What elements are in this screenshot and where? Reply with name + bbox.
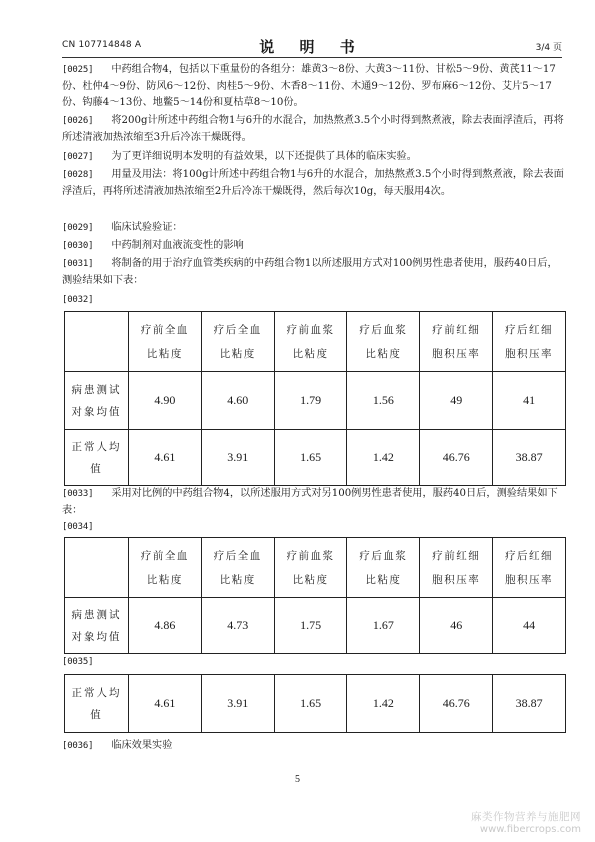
table-cell: 46: [420, 598, 493, 654]
table-cell: 46.76: [420, 430, 493, 486]
table-header-cell: 疗后红细 胞积压率: [493, 538, 566, 598]
table-corner-cell: [65, 538, 129, 598]
table-header-cell: 疗后血浆 比粘度: [347, 538, 420, 598]
row-label-normal: 正常人均 值: [65, 675, 129, 733]
table-header-row: [65, 312, 566, 372]
table-header-cell: 疗后血浆 比粘度: [347, 312, 420, 372]
paragraph-number: [0033]: [62, 489, 94, 499]
paragraph-number: [0025]: [62, 65, 94, 75]
table-cell: 1.56: [347, 372, 420, 430]
paragraph-0034: [62, 519, 566, 536]
paragraph-0036: [62, 738, 566, 755]
table-cell: 41: [493, 372, 566, 430]
paragraph-text: 临床效果实验: [111, 740, 173, 751]
header-rule: [62, 57, 562, 58]
paragraph-number: [0029]: [62, 223, 94, 233]
paragraph-number: [0031]: [62, 259, 94, 269]
table-header-cell: 疗后全血 比粘度: [201, 312, 274, 372]
paragraph-0033: [62, 486, 566, 519]
table-header-cell: 疗前红细 胞积压率: [420, 312, 493, 372]
paragraph-number: [0026]: [62, 116, 94, 126]
paragraph-number: [0036]: [62, 741, 94, 751]
page-header: [62, 36, 562, 56]
table-cell: 1.42: [347, 675, 420, 733]
table-header-cell: 疗后全血 比粘度: [201, 538, 274, 598]
page-number: 5: [295, 774, 300, 785]
result-table-1: [64, 311, 566, 486]
result-table-2: [64, 537, 566, 654]
table-row: [65, 675, 566, 733]
table-cell: 38.87: [493, 430, 566, 486]
paragraph-text: 中药组合物4，包括以下重量份的各组分：雄黄3～8份、大黄3～11份、甘松5～9份、黄芪11～17份、杜仲4～9份、防风6～12份、肉桂5～9份、木香8～11份、木通9～12份、罗布麻6～12份、艾片5～17份、钩藤4～13份、地鳖5～14份和夏枯草8～10份。: [62, 64, 556, 108]
table-cell: 49: [420, 372, 493, 430]
table-cell: 3.91: [201, 430, 274, 486]
table-cell: 4.73: [201, 598, 274, 654]
paragraph-text: 中药制剂对血液流变性的影响: [111, 240, 244, 251]
page-info: 3/4 页: [535, 43, 562, 53]
row-label-normal: 正常人均 值: [65, 430, 129, 486]
table-cell: 38.87: [493, 675, 566, 733]
table-cell: 1.79: [274, 372, 347, 430]
table-cell: 4.60: [201, 372, 274, 430]
paragraph-text: 用量及用法：将100g计所述中药组合物1与6升的水混合，加热熬煮3.5个小时得到熬煮液，除去表面浮渣后，再将所述清液加热浓缩至2升后冷冻干燥既得，然后每次10g，每天服用4次。: [62, 169, 564, 197]
paragraph-0032: [62, 292, 566, 309]
table-cell: 4.86: [129, 598, 202, 654]
table-cell: 4.90: [129, 372, 202, 430]
table-cell: 1.75: [274, 598, 347, 654]
paragraph-0031: [62, 256, 566, 289]
table-cell: 1.67: [347, 598, 420, 654]
paragraph-text: 临床试验验证：: [111, 222, 183, 233]
table-header-cell: 疗前血浆 比粘度: [274, 312, 347, 372]
table-corner-cell: [65, 312, 129, 372]
table-header-cell: 疗前全血 比粘度: [129, 312, 202, 372]
table-cell: 3.91: [201, 675, 274, 733]
table-header-cell: 疗前红细 胞积压率: [420, 538, 493, 598]
table-cell: 1.65: [274, 430, 347, 486]
table-cell: 46.76: [420, 675, 493, 733]
table-header-row: [65, 538, 566, 598]
paragraph-0025: [62, 62, 566, 112]
table-cell: 1.65: [274, 675, 347, 733]
paragraph-number: [0028]: [62, 170, 94, 180]
watermark-site-name: 麻类作物营养与施肥网: [471, 811, 581, 823]
document-title: 说 明 书: [259, 38, 365, 56]
watermark-url: www.fibercrops.com: [479, 824, 581, 835]
paragraph-number: [0027]: [62, 152, 94, 162]
paragraph-number: [0030]: [62, 241, 94, 251]
paragraph-number: [0034]: [62, 522, 94, 532]
table-cell: 4.61: [129, 675, 202, 733]
table-cell: 4.61: [129, 430, 202, 486]
paragraph-0029: [62, 220, 566, 237]
table-header-cell: 疗前血浆 比粘度: [274, 538, 347, 598]
table-row: [65, 430, 566, 486]
paragraph-text: 采用对比例的中药组合物4，以所述服用方式对另100例男性患者使用，服药40日后，测验结果如下表：: [62, 488, 558, 516]
publication-number: CN 107714848 A: [62, 40, 142, 50]
paragraph-0028: [62, 167, 566, 200]
paragraph-text: 将200g计所述中药组合物1与6升的水混合，加热熬煮3.5个小时得到熬煮液，除去表面浮渣后，再将所述清液加热浓缩至3升后冷冻干燥既得。: [62, 115, 564, 143]
row-label-patient: 病患测试 对象均值: [65, 372, 129, 430]
table-row: [65, 598, 566, 654]
table-header-cell: 疗后红细 胞积压率: [493, 312, 566, 372]
table-row: [65, 372, 566, 430]
row-label-patient: 病患测试 对象均值: [65, 598, 129, 654]
result-table-3: [64, 674, 566, 733]
paragraph-text: 将制备的用于治疗血管类疾病的中药组合物1以所述服用方式对100例男性患者使用，服药40日后，测验结果如下表：: [62, 258, 558, 286]
paragraph-number: [0035]: [62, 657, 94, 667]
table-cell: 44: [493, 598, 566, 654]
table-header-cell: 疗前全血 比粘度: [129, 538, 202, 598]
paragraph-number: [0032]: [62, 295, 94, 305]
paragraph-text: 为了更详细说明本发明的有益效果，以下还提供了具体的临床实验。: [111, 151, 417, 162]
paragraph-0035: [62, 654, 566, 671]
paragraph-0027: [62, 149, 566, 166]
paragraph-0026: [62, 113, 566, 146]
table-cell: 1.42: [347, 430, 420, 486]
paragraph-0030: [62, 238, 566, 255]
